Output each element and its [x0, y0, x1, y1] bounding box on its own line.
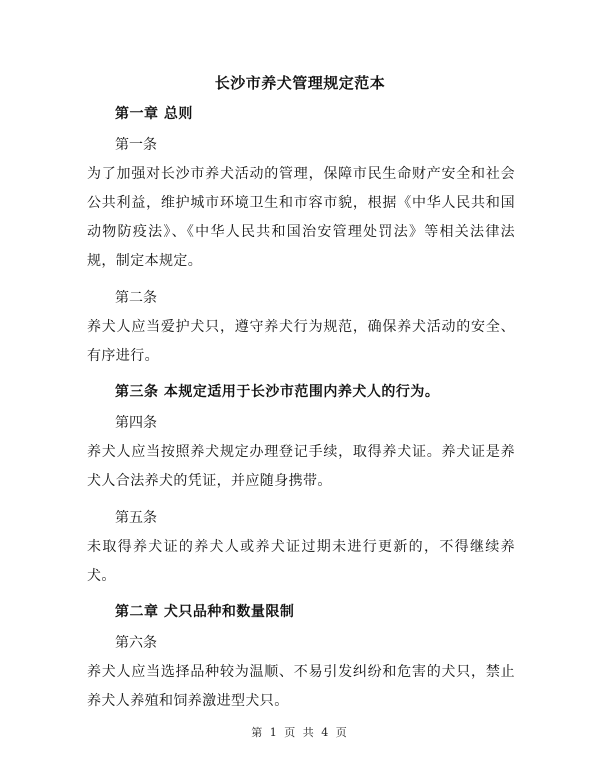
document-title: 长沙市养犬管理规定范本: [214, 74, 386, 92]
article-6-text: 养犬人应当选择品种较为温顺、不易引发纠纷和危害的犬只，禁止养犬人养殖和饲养激进型犬只。: [87, 664, 515, 709]
article-2-text: 养犬人应当爱护犬只，遵守养犬行为规范，确保养犬活动的安全、有序进行。: [87, 319, 515, 364]
chapter-1-heading: 第一章 总则: [115, 106, 193, 122]
article-2-label: 第二条: [115, 290, 157, 306]
article-6-label: 第六条: [115, 635, 157, 651]
article-1-label: 第一条: [115, 137, 157, 153]
article-1-text: 为了加强对长沙市养犬活动的管理，保障市民生命财产安全和社会公共利益，维护城市环境卫生和市容市貌，根据《中华人民共和国动物防疫法》、《中华人民共和国治安管理处罚法》等相关法律法规，制定本规定。: [87, 166, 515, 269]
page-footer: 第 1 页 共 4 页: [251, 726, 349, 739]
article-5-label: 第五条: [115, 510, 157, 526]
article-4-text: 养犬人应当按照养犬规定办理登记手续，取得养犬证。养犬证是养犬人合法养犬的凭证，并应随身携带。: [87, 444, 515, 489]
document-body: [87, 101, 515, 724]
article-3-heading: 第三条 本规定适用于长沙市范围内养犬人的行为。: [115, 384, 440, 400]
chapter-2-heading: 第二章 犬只品种和数量限制: [115, 604, 295, 620]
article-4-label: 第四条: [115, 415, 157, 431]
article-5-text: 未取得养犬证的养犬人或养犬证过期未进行更新的，不得继续养犬。: [87, 539, 515, 584]
